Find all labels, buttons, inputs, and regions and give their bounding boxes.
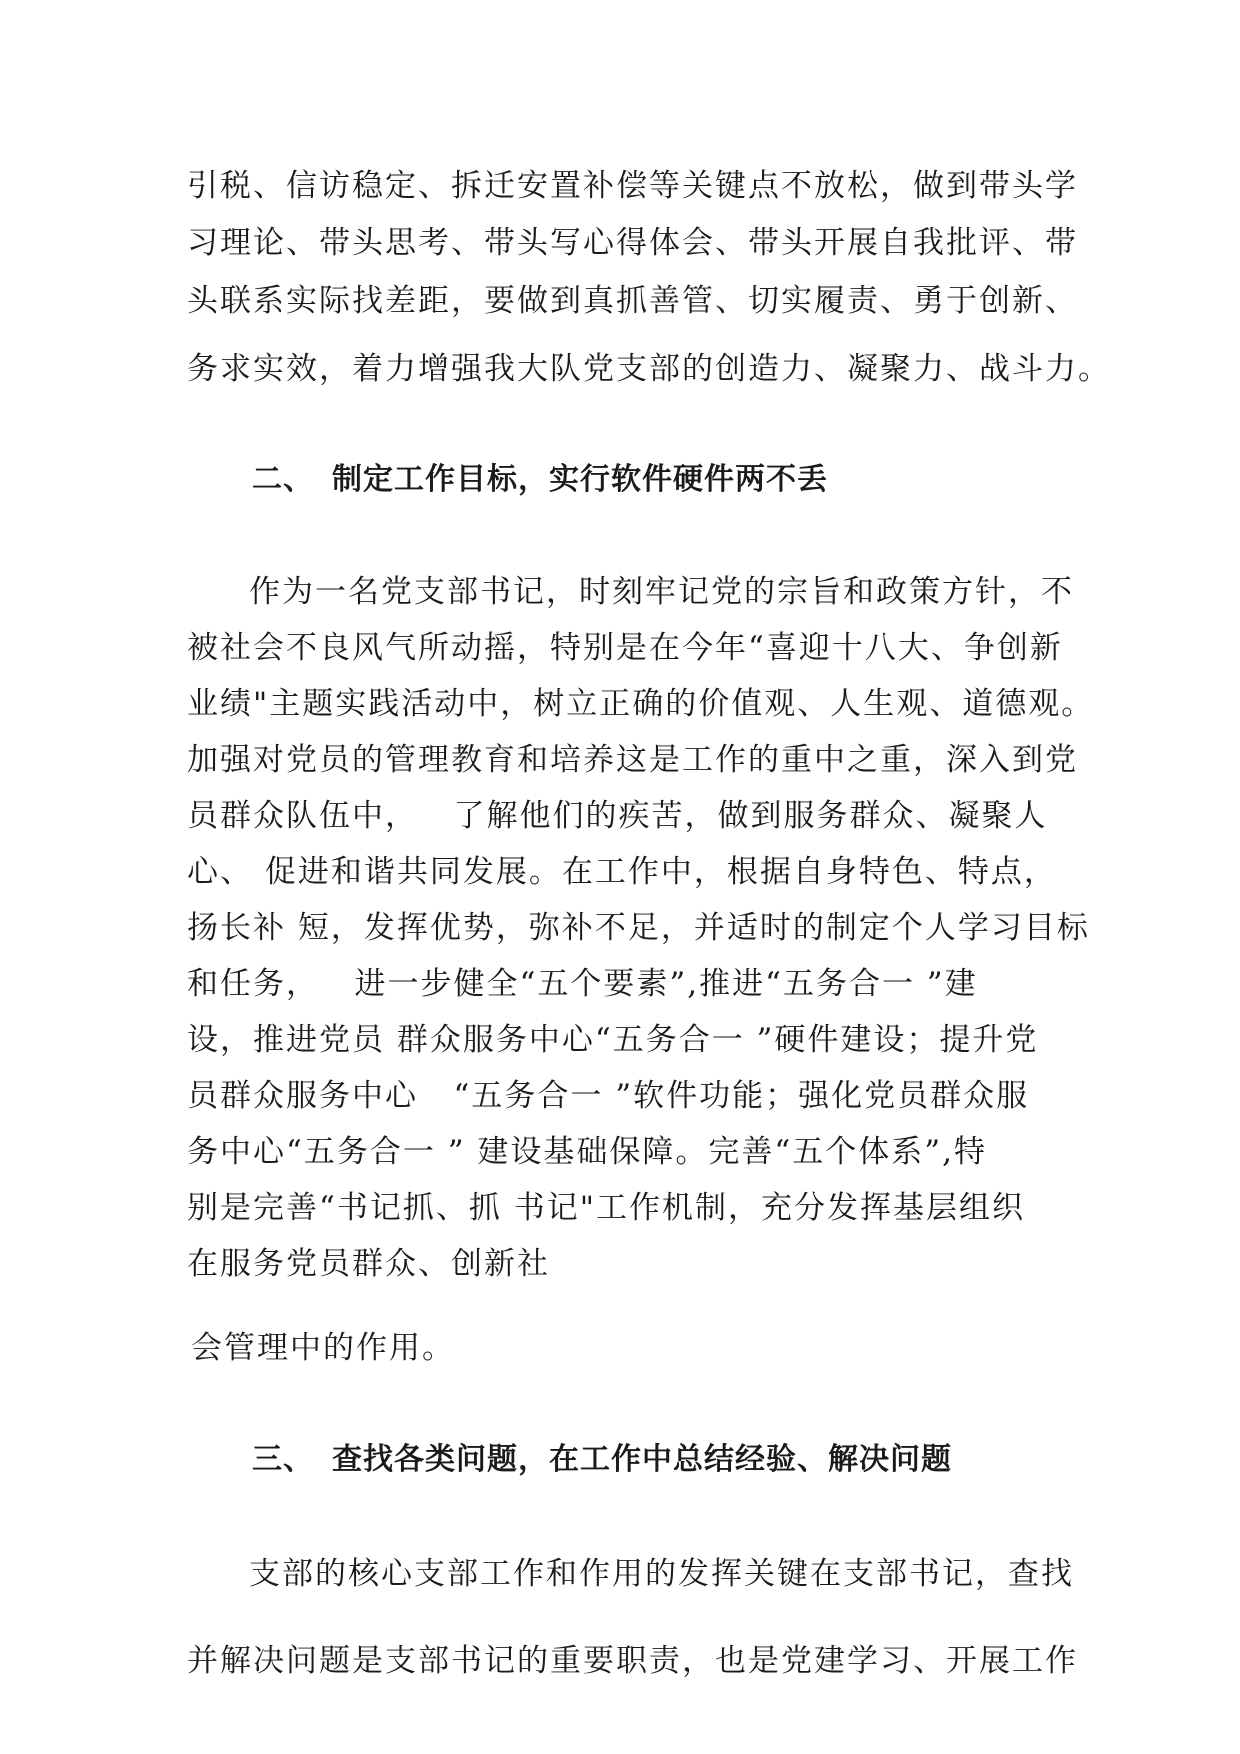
section-title: 制定工作目标，实行软件硬件两不丢 [332,462,828,497]
text-line: 设，推进党员 群众服务中心“五务合一 ”硬件建设；提升党 [187,1022,1039,1058]
section-title: 查找各类问题，在工作中总结经验、解决问题 [332,1442,952,1477]
text-line: 员群众服务中心 “五务合一 ”软件功能；强化党员群众服 [187,1078,1030,1114]
text-line: 被社会不良风气所动摇，特别是在今年“喜迎十八大、争创新 [187,630,1063,666]
text-line: 和任务， 进一步健全“五个要素”,推进“五务合一 ”建 [187,966,978,1002]
text-line: 务求实效，着力增强我大队党支部的创造力、凝聚力、战斗力。 [187,351,1111,387]
text-line: 员群众队伍中， 了解他们的疾苦，做到服务群众、凝聚人 [187,798,1048,834]
text-line: 会管理中的作用。 [191,1330,455,1366]
text-line: 心、 促进和谐共同发展。在工作中，根据自身特色、特点， [187,854,1057,890]
text-line: 务中心“五务合一 ” 建设基础保障。完善“五个体系”,特 [187,1134,987,1170]
text-line: 引税、信访稳定、拆迁安置补偿等关键点不放松，做到带头学 [187,168,1078,204]
text-line: 作为一名党支部书记，时刻牢记党的宗旨和政策方针，不 [249,574,1074,610]
text-line: 支部的核心支部工作和作用的发挥关键在支部书记，查找 [249,1556,1074,1592]
section-number: 二、 [252,462,314,497]
text-line: 别是完善“书记抓、抓 书记"工作机制，充分发挥基层组织 [187,1190,1025,1226]
text-line: 并解决问题是支部书记的重要职责，也是党建学习、开展工作 [187,1643,1078,1679]
section-heading-2 [252,460,952,500]
text-line: 业绩"主题实践活动中，树立正确的价值观、人生观、道德观。 [187,686,1095,722]
text-line: 扬长补 短，发挥优势，弥补不足，并适时的制定个人学习目标 [187,910,1090,946]
section-heading-3 [252,1440,1052,1480]
text-line: 在服务党员群众、创新社 [187,1246,550,1282]
text-line: 头联系实际找差距，要做到真抓善管、切实履责、勇于创新、 [187,283,1078,319]
text-line: 习理论、带头思考、带头写心得体会、带头开展自我批评、带 [187,225,1078,261]
section-number: 三、 [252,1442,314,1477]
text-line: 加强对党员的管理教育和培养这是工作的重中之重，深入到党 [187,742,1078,778]
